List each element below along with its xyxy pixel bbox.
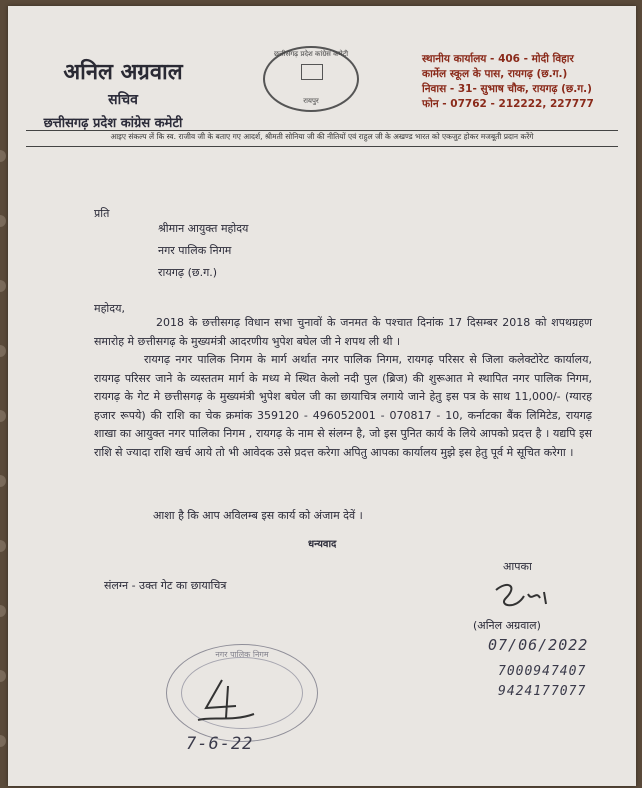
sender-org: छत्तीसगढ़ प्रदेश कांग्रेस कमेटी (43, 116, 183, 131)
handwritten-date: 07/06/2022 (488, 636, 589, 654)
paragraph-1: 2018 के छत्तीसगढ़ विधान सभा चुनावों के जनमत के पश्चात दिनांक 17 दिसम्बर 2018 को शपथग्रहण समारोह मे छत्तीसगढ़ के मुख्यमंत्री आदरणीय भुपेश बघेल जी ने शपथ ली थी । (94, 316, 592, 348)
letterhead-left (43, 56, 198, 131)
phone-numbers: फोन - 07762 - 212222, 227777 (422, 98, 594, 110)
office-address: स्थानीय कार्यालय - 406 - मोदी विहार (422, 53, 574, 65)
letter-body (94, 314, 592, 462)
party-seal-logo (263, 46, 359, 112)
signer-name: (अनिल अग्रवाल) (473, 619, 541, 632)
yours-text: आपका (503, 560, 532, 573)
motto-text: आइए संकल्प लें कि स्व. राजीव जी के बताए गए आदर्श, श्रीमती सोनिया जी की नीतियों एवं राहुल जी के अखण्ड भारत को एकजुट होकर मजबूती प्रदान करेंगे (110, 132, 534, 141)
letterhead-contact (422, 52, 594, 112)
salutation: महोदय, (94, 302, 125, 315)
thanks-text: धन्यवाद (308, 539, 337, 550)
handwritten-phone-1: 7000947407 (498, 664, 587, 679)
recipient-line3: रायगढ़ (छ.ग.) (158, 266, 218, 279)
sender-role: सचिव (108, 92, 138, 108)
paragraph-2: रायगढ़ नगर पालिक निगम के मार्ग अर्थात नगर पालिक निगम, रायगढ़ परिसर से जिला कलेक्टोरेट कार्यालय, रायगढ़ परिसर जाने के व्यस्ततम मार्ग के मध्य मे स्थित केलो नदी पुल (ब्रिज) की शुरूआत मे स्थापित नगर पालिक निगम, रायगढ़ के गेट मे छत्तीसगढ़ के मुख्यमंत्री भुपेश बघेल जी का छायाचित्र लगाये जाने हेतु इस पत्र के साथ 11,000/- (ग्यारह हजार रूपये) की राशि का चेक क्रमांक 359120 - 496052001 - 070817 - 10, कर्नाटका बैंक लिमिटेड, रायगढ़ शाखा का आयुक्त नगर पालिका निगम , रायगढ़ के नाम से संलग्न है, जो इस पुनित कार्य के लिये आपको प्रदत्त है । यद्यपि इस राशि से ज्यादा राशि खर्च आये तो भी आवेदक उसे प्रदत्त करेगा अपितु आपका कार्यालय मुझे इस हेतु पूर्व मे सूचित करेगा । (94, 353, 592, 459)
recipient-address (158, 218, 248, 284)
sender-name: अनिल अग्रवाल (63, 60, 183, 85)
seal-emblem-icon (301, 64, 323, 80)
handwritten-phone-2: 9424177077 (498, 684, 587, 699)
closing-line: आशा है कि आप अविलम्ब इस कार्य को अंजाम देवें । (153, 509, 363, 522)
enclosure-note: संलग्न - उक्त गेट का छायाचित्र (104, 579, 227, 592)
seal-bottom-text: रायपुर (303, 97, 319, 105)
recipient-line2: नगर पालिक निगम (158, 244, 232, 257)
recipient-prefix: प्रति (94, 207, 110, 220)
recipient-line1: श्रीमान आयुक्त महोदय (158, 222, 249, 235)
seal-top-text: छत्तीसगढ़ प्रदेश कांग्रेस कमेटी (273, 50, 349, 58)
office-address-line2: कार्मेल स्कूल के पास, रायगढ़ (छ.ग.) (422, 68, 568, 80)
letter-page (8, 6, 636, 786)
signature-mark (488, 576, 568, 618)
stamp-handwritten-date: 7-6-22 (186, 734, 254, 754)
stamp-signature-mark (192, 676, 262, 726)
motto-band (26, 130, 618, 147)
stamp-text: नगर पालिक निगम (215, 650, 269, 659)
residence-address: निवास - 31- सुभाष चौक, रायगढ़ (छ.ग.) (422, 83, 592, 95)
